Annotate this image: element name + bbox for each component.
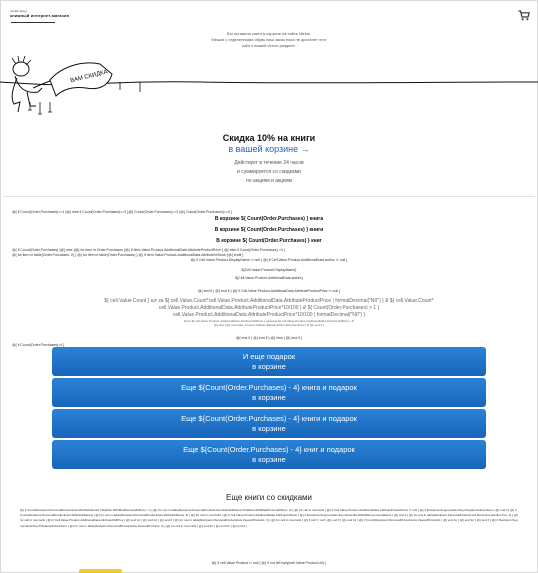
- intro-line: Мешки с отделенными обувь ваш заказ пока не достанет этот: [211, 37, 327, 42]
- promo-subtitle: Действует в течение 24 часов: [234, 160, 304, 166]
- intro-line: Вы оставили книги в корзине на сайте Mirbis.: [227, 31, 311, 36]
- button-line: Еще ${Count(Order.Purchases) - 4} книги и подарок: [181, 414, 357, 423]
- template-loop: @{ for item in table(Order.Purchases, 2) } @{ for item in table(Order.Purchases) } @{ if Item.Value.Product.AdditionalData.AttributeInStock }@{ endif }: [12, 253, 244, 257]
- more-books-gift-button[interactable]: [52, 409, 486, 438]
- cart-heading: В корзине ${ Count(Order.Purchases) } книг: [216, 238, 322, 244]
- promo-cart-link[interactable]: в вашей корзине →: [228, 144, 310, 154]
- shopping-cart-icon[interactable]: [518, 10, 530, 21]
- logo[interactable]: [10, 9, 69, 18]
- price-template: cell.Value.Product.AdditionalData.AttributeProductPrice*10/100 | formatDecimal("N0") }: [172, 312, 366, 318]
- cart-heading: В корзине ${ Count(Order.Purchases) } книги: [214, 227, 324, 233]
- divider: [3, 196, 535, 197]
- button-line: Еще ${Count(Order.Purchases) - 4} книга и подарок: [181, 383, 357, 392]
- template-end: @{ end if } @{ end if } @{ else } @{ end if }: [235, 336, 303, 340]
- more-book-gift-button[interactable]: [52, 378, 486, 407]
- template-loop: @{ if Cell.Value.Product.DisplayName != null } @{ if Cell.Value.Product.AdditionalData.author != null }: [190, 258, 348, 262]
- promo-title: Скидка 10% на книги: [222, 133, 316, 143]
- template-condition: @{ if Count(Order.Purchases)==1 }@{ else if Count(Order.Purchases)==2 }@{ Count(Order.Purchases)==3 }@{ Count(Order.Purchases)==4 }: [12, 210, 233, 214]
- button-line: в корзине: [252, 393, 286, 402]
- button-line: в корзине: [252, 362, 286, 371]
- price-old-template: Если ${ cell.Value.Product.AdditionalData.AttributeOldPrice } разница ${ cell.Value.Product.AdditionalData.AttributeOldPrice } ₽: [184, 319, 354, 323]
- product-template-line: @{ if cell.Value.Product != null } @{ if not IsEmpty(cell.Value.Product.Url) }: [211, 561, 327, 565]
- discount-template-text: @{ if Count(Recipient.PersonalProductLists.WishlistFiltered.VNaliche.WithMedPersonalOffers) > 0 } @{ for row in table(Recipient.PersonalProductLists.WishlistFiltered.VNaliche.WithMedPersonalOffers, 3) } @{ for cell in row.Cells } @{ if Cell.Value.Product.AdditionalData.AttributeProductPrice != null } @{ if Recipient.SegmentationKey.PolyakovSubscribers } @{ end if } @{ if Count(Recipient.PersonalProductLists.WishlistFiltered) } @{ for row in table(Recipient.PersonalProductLists.WishlistFiltered, 3) } @{ for cell in row.Cells } @{ if cell.Value.Product.AdditionalData.AttributeInStock } @{ if Recipient.SegmentationKey.SubscribersWithRecommendations } @{ end if } @{ for row in table(Recipient.PersonalProductLists.RecommendedForYou, 3) } @{ for cell in row.Cells } @{ if Cell.Value.Product.AdditionalData.AttributeOldPrice } @{ end for } @{ end for } @{ end if } @{ for row in table(Recipient.PersonalProductLists.ViewedProducts, 3) } @{ for cell in row.Cells } @{ if cell != null } @{ end if } @{ end for } @{ if Count(Recipient.PersonalProductLists.ViewedProducts) } @{ end for } @{ end for } @{ end if } @{ if Recipient.SegmentationKey.PolyakovSubscribers } @{ for row in table(Recipient.PersonalProductLists.ViewedProducts, 3) } @{ for cell in row.Cells } @{ end for } @{ end for } @{ end if }: [20, 508, 518, 528]
- button-line: Еще ${Count(Order.Purchases) - 4} книг и подарок: [183, 445, 355, 454]
- logo-underline: [11, 22, 55, 23]
- logo-top-text: читай-город: [10, 9, 27, 13]
- price-old-template: @{ else }@{ cell.Value.Product.AdditionalData.AttributeProductPrice } ₽ @{ end if }: [213, 323, 325, 327]
- product-name-template: ${Cell.Value.Product.DisplayName}: [241, 268, 297, 272]
- cart-heading: В корзине ${ Count(Order.Purchases) } книга: [214, 216, 324, 222]
- product-author-template: ${Cell.Value.Product.AdditionalData.author}: [235, 276, 303, 280]
- button-line: в корзине: [252, 424, 286, 433]
- discount-books-title: Еще книги со скидками: [226, 493, 312, 502]
- yellow-button[interactable]: [79, 569, 122, 573]
- promo-illustration: [0, 54, 538, 134]
- template-count-condition: @{ if Count(Order.Purchases)>4 }: [12, 343, 65, 347]
- price-template: cell.Value.Product.AdditionalData.AttributeProductPrice*10/100 } ₽ ${ Count(Order.Purchases) > 1 }: [158, 305, 380, 311]
- button-line: в корзине: [252, 455, 286, 464]
- price-template: ${ cell.Value.Count } шт за ${ cell.Value.Count*cell.Value.Product.AdditionalData.AttributeProductPrice | formatDecimal("N0") } ₽ ${ cell.Value.Count*: [104, 298, 434, 304]
- intro-line: сайт к вашей сетью разделе.: [242, 43, 296, 48]
- logo-main-text: книжный интернет-магазин: [10, 13, 70, 18]
- badge-text: ВАМ СКИДКА: [69, 69, 109, 85]
- gift-cart-button[interactable]: [52, 347, 486, 376]
- button-line: И еще подарок: [242, 352, 296, 361]
- template-loop: @{ if Count(Order.Purchases) }@{ else }@{ for item in Order.Purchases }@{ if Item.Value.Product.AdditionalData.AttributeProductPrice } @{ else if Count(Order.Purchases) >4 }: [12, 248, 285, 252]
- price-condition: @{ end if } @{ end if } @{ if Cell.Value.Product.AdditionalData.AttributeProductPrice != null }: [197, 289, 341, 293]
- promo-subtitle: по акциям и акциям: [246, 178, 292, 184]
- more-books-plural-gift-button[interactable]: [52, 440, 486, 469]
- promo-subtitle: и суммируется со скидками: [237, 169, 301, 175]
